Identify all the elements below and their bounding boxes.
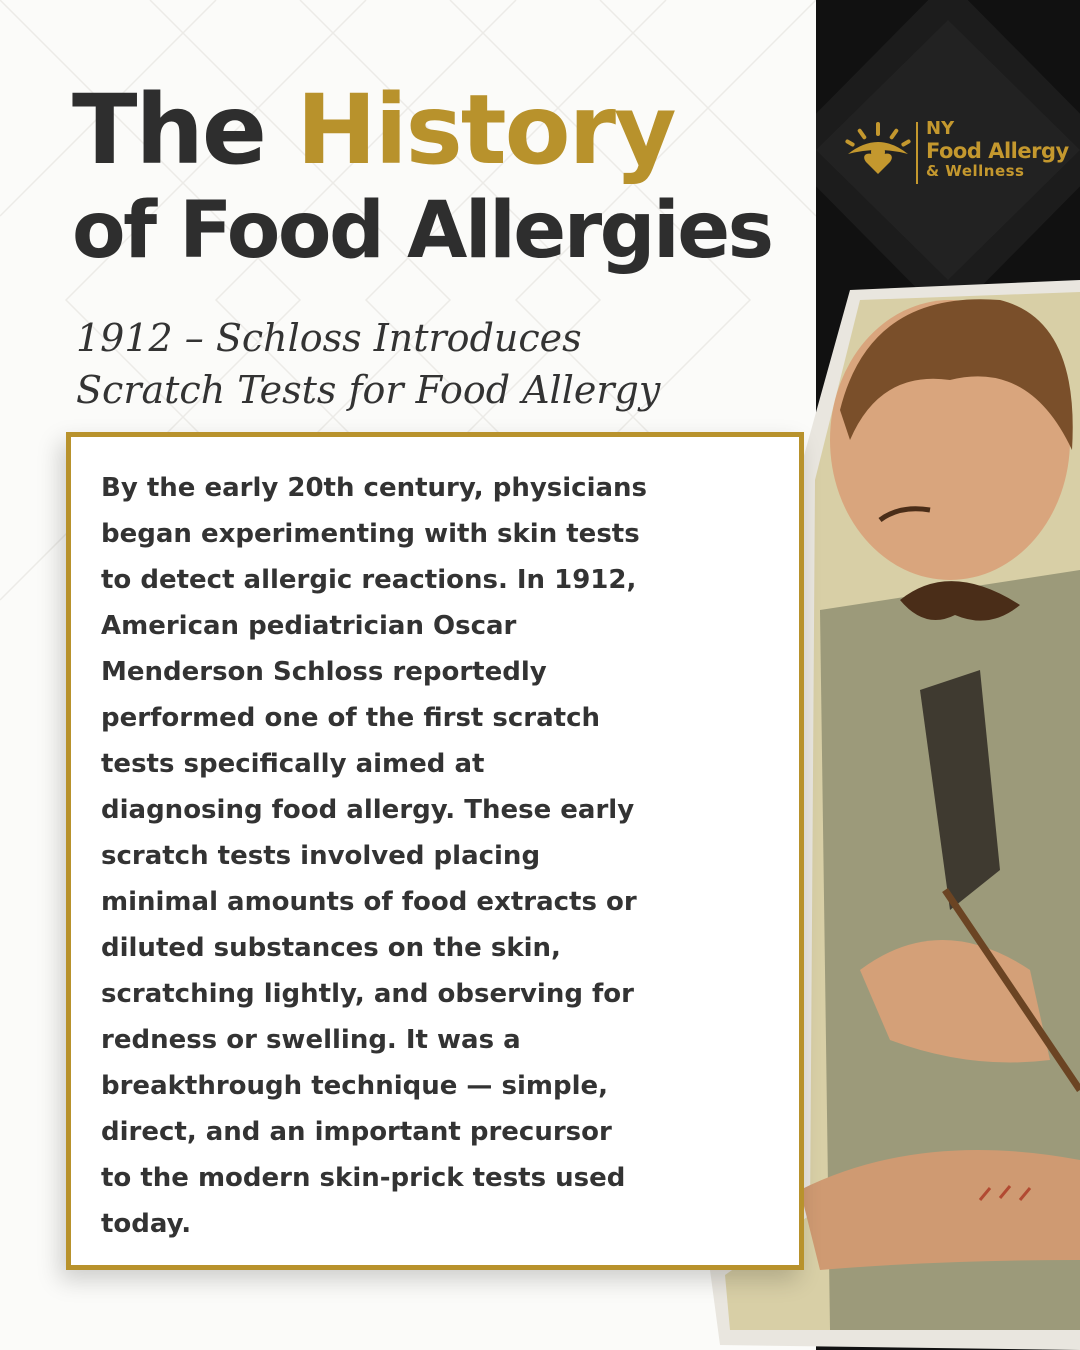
logo-line-2: Food Allergy	[926, 139, 1069, 163]
page-title	[72, 74, 772, 276]
body-line: direct, and an important precursor	[101, 1117, 612, 1147]
body-line: performed one of the first scratch	[101, 703, 601, 733]
body-line: redness or swelling. It was a	[101, 1025, 521, 1055]
title-line-2: of Food Allergies	[72, 186, 772, 276]
card-body-text	[101, 465, 751, 1247]
body-line: Menderson Schloss reportedly	[101, 657, 547, 687]
subtitle-line-1: 1912 – Schloss Introduces	[76, 316, 582, 360]
title-accent: History	[296, 74, 675, 186]
logo-text	[926, 120, 1069, 179]
body-line: began experimenting with skin tests	[101, 519, 640, 549]
body-line: to the modern skin-prick tests used	[101, 1163, 626, 1193]
body-line: tests specifically aimed at	[101, 749, 485, 779]
body-line: diluted substances on the skin,	[101, 933, 561, 963]
subtitle	[76, 312, 776, 416]
body-line: diagnosing food allergy. These early	[101, 795, 635, 825]
content-card	[66, 432, 804, 1270]
logo-divider	[916, 122, 918, 184]
body-line: scratching lightly, and observing for	[101, 979, 634, 1009]
body-line: breakthrough technique — simple,	[101, 1071, 608, 1101]
logo-line-1: NY	[926, 118, 955, 139]
body-line: American pediatrician Oscar	[101, 611, 517, 641]
logo-line-3: & Wellness	[926, 162, 1025, 180]
body-line: scratch tests involved placing	[101, 841, 541, 871]
subtitle-line-2: Scratch Tests for Food Allergy	[76, 368, 661, 412]
body-line: By the early 20th century, physicians	[101, 473, 648, 503]
title-line-1	[72, 74, 772, 186]
title-part-1: The	[72, 74, 297, 186]
body-line: to detect allergic reactions. In 1912,	[101, 565, 637, 595]
body-line: today.	[101, 1209, 192, 1239]
body-line: minimal amounts of food extracts or	[101, 887, 637, 917]
